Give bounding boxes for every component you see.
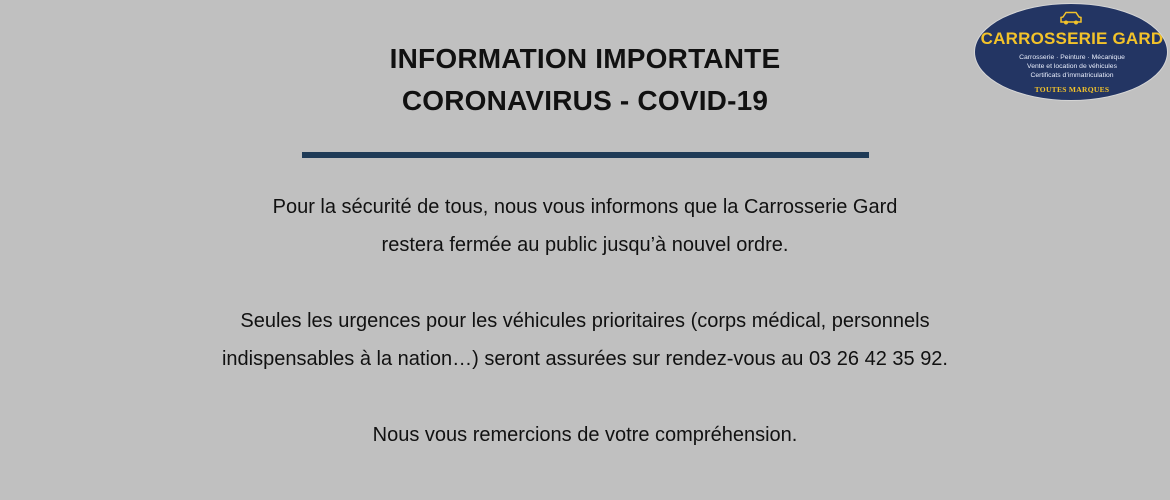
car-icon	[1060, 11, 1082, 25]
logo-services-line: Carrosserie · Peinture · Mécanique	[1019, 54, 1125, 61]
notice-title-line-1: INFORMATION IMPORTANTE	[389, 43, 781, 74]
logo-sales-line: Vente et location de véhicules	[1027, 63, 1117, 70]
carrosserie-gard-logo[interactable]	[974, 3, 1168, 101]
paragraph-2-line-1: Seules les urgences pour les véhicules prioritaires (corps médical, personnels	[240, 310, 930, 332]
paragraph-2-line-2: indispensables à la nation…) seront assurées sur rendez-vous au 03 26 42 35 92.	[221, 348, 948, 370]
paragraph-1-line-1: Pour la sécurité de tous, nous vous informons que la Carrosserie Gard	[272, 196, 898, 218]
logo-tagline: TOUTES MARQUES	[1034, 85, 1110, 94]
logo-brand: CARROSSERIE GARD	[980, 29, 1164, 48]
logo-registration-line: Certificats d’immatriculation	[1030, 72, 1114, 79]
paragraph-1-line-2: restera fermée au public jusqu’à nouvel ordre.	[381, 234, 789, 256]
notice-body	[0, 188, 1170, 454]
notice-title-line-2: CORONAVIRUS - COVID-19	[401, 85, 769, 116]
title-divider	[302, 152, 869, 158]
paragraph-3: Nous vous remercions de votre compréhension.	[372, 424, 798, 446]
